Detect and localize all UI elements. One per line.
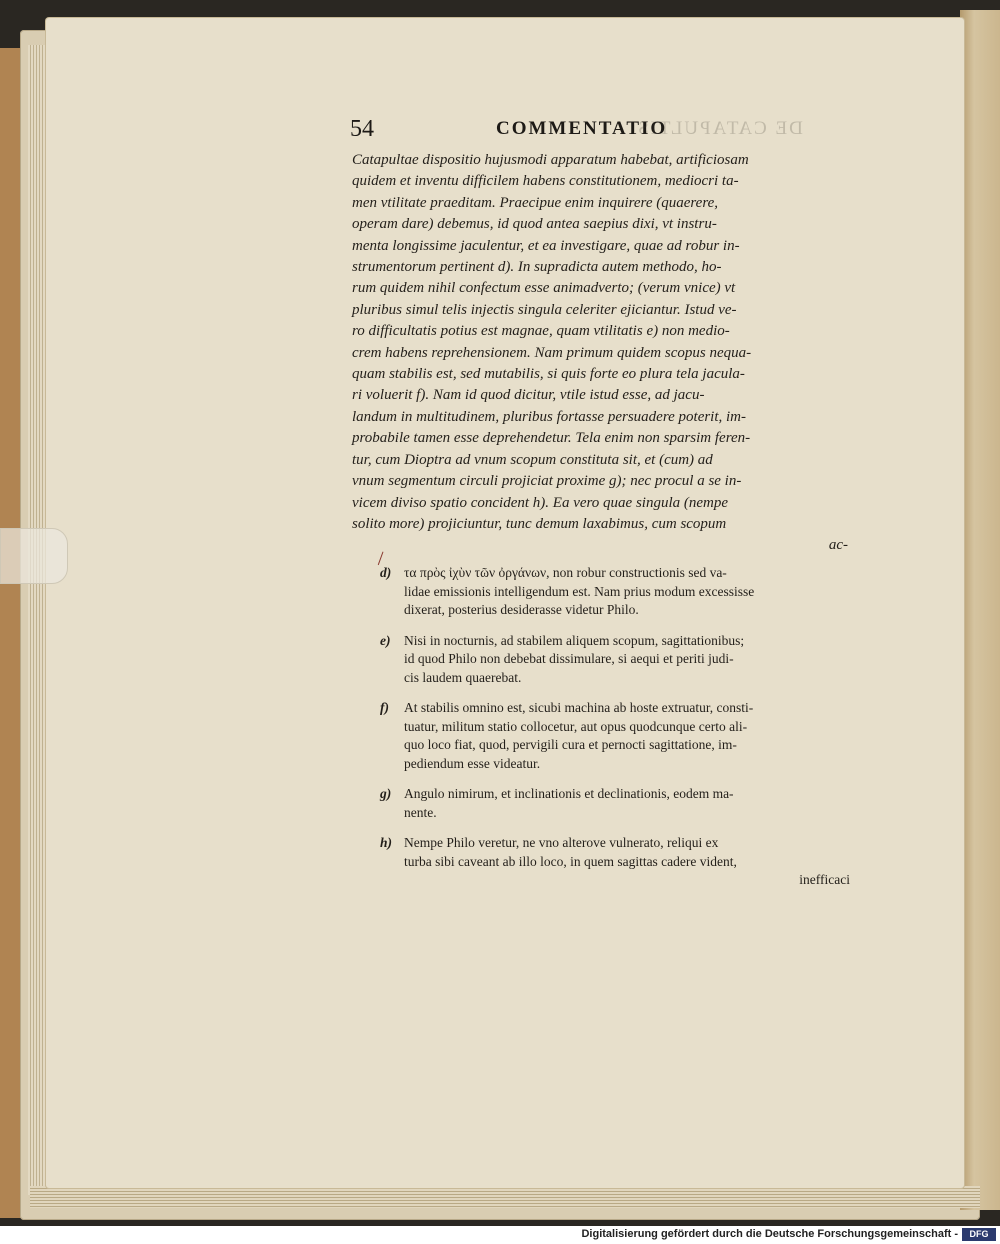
text-line: ri voluerit f). Nam id quod dicitur, vtile istud esse, ad jacu- bbox=[352, 387, 705, 404]
footnote-f bbox=[380, 699, 850, 773]
page-header bbox=[350, 114, 850, 148]
main-text bbox=[352, 150, 848, 557]
text-line: strumentorum pertinent d). In supradicta autem methodo, ho- bbox=[352, 259, 722, 276]
footnote-line: lidae emissionis intelligendum est. Nam prius modum excessisse bbox=[404, 583, 755, 599]
footnote-marker: h) bbox=[380, 835, 393, 850]
footnote-catchword: inefficaci bbox=[799, 872, 850, 887]
footnote-d bbox=[380, 564, 850, 620]
text-line: vnum segmentum circuli projiciat proxime g); nec procul a se in- bbox=[352, 473, 742, 490]
footnote-line: nente. bbox=[404, 804, 437, 820]
footnote-line: quo loco fiat, quod, pervigili cura et pernocti sagittatione, im- bbox=[404, 737, 737, 752]
text-line: landum in multitudinem, pluribus fortasse persuadere poterit, im- bbox=[352, 408, 747, 425]
text-line: operam dare) debemus, id quod antea saepius dixi, vt instru- bbox=[352, 216, 717, 233]
footnote-line: Nempe Philo veretur, ne vno alterove vulnerato, reliqui ex bbox=[404, 835, 719, 850]
text-line: solito more) projiciuntur, tunc demum laxabimus, cum scopum bbox=[352, 515, 727, 532]
footer-bar bbox=[0, 1226, 1000, 1244]
text-line: crem habens reprehensionem. Nam primum quidem scopus nequa- bbox=[352, 344, 752, 361]
footnote-line: cis laudem quaerebat. bbox=[404, 669, 522, 685]
text-line: rum quidem nihil confectum esse animadverto; (verum vnice) vt bbox=[352, 280, 736, 297]
page-number: 54 bbox=[350, 116, 374, 142]
text-line: pluribus simul telis injectis singula celeriter ejiciantur. Istud ve- bbox=[352, 301, 737, 318]
text-line: quam stabilis est, sed mutabilis, si quis forte eo plura tela jacula- bbox=[352, 366, 745, 383]
text-line: probabile tamen esse deprehendetur. Tela enim non sparsim feren- bbox=[352, 430, 751, 447]
footnote-marker: f) bbox=[380, 700, 389, 715]
dfg-logo-icon: DFG bbox=[962, 1228, 996, 1241]
catchword: ac- bbox=[828, 537, 848, 554]
bookmark-tab bbox=[0, 528, 68, 584]
text-line: quidem et inventu difficilem habens constitutionem, mediocri ta- bbox=[352, 173, 739, 190]
text-line: tur, cum Dioptra ad vnum scopum constituta sit, et (cum) ad bbox=[352, 451, 713, 468]
bottom-page-edges bbox=[30, 1186, 980, 1208]
running-head: COMMENTATIO bbox=[496, 118, 668, 139]
text-line: men vtilitate praeditam. Praecipue enim inquirere (quaerere, bbox=[352, 194, 719, 211]
footnote-line: Angulo nimirum, et inclinationis et declinationis, eodem ma- bbox=[404, 786, 734, 801]
footnote-line: dixerat, posterius desiderasse videtur Philo. bbox=[404, 602, 639, 617]
footnote-line: Nisi in nocturnis, ad stabilem aliquem scopum, sagittationibus; bbox=[404, 632, 745, 648]
footnote-marker: g) bbox=[380, 786, 392, 801]
text-line: vicem diviso spatio concident h). Ea vero quae singula (nempe bbox=[352, 494, 729, 511]
facing-page-edge bbox=[960, 10, 1000, 1210]
footnote-line: turba sibi caveant ab illo loco, in quem sagittas cadere vident, bbox=[404, 853, 737, 869]
footnote-e bbox=[380, 632, 850, 688]
footnote-line: tuatur, militum statio collocetur, aut opus quodcunque certo ali- bbox=[404, 718, 748, 734]
bleed-through-text: DE CATAPULTIS bbox=[636, 118, 803, 139]
footnote-line: At stabilis omnino est, sicubi machina ab hoste extruatur, consti- bbox=[404, 700, 754, 715]
footnote-line: τα πρὸς ἰχὺν τῶν ὀργάνων, non robur constructionis sed va- bbox=[404, 565, 727, 580]
text-line: ro difficultatis potius est magnae, quam vtilitatis e) non medio- bbox=[352, 323, 730, 340]
footnote-h bbox=[380, 834, 850, 890]
footnote-g bbox=[380, 785, 850, 822]
funding-notice: Digitalisierung gefördert durch die Deutsche Forschungsgemeinschaft - bbox=[581, 1228, 958, 1240]
text-line: menta longissime jaculentur, et ea investigare, quae ad robur in- bbox=[352, 237, 740, 254]
page-edges bbox=[28, 45, 48, 1195]
footnotes bbox=[380, 564, 850, 902]
footnote-marker: e) bbox=[380, 632, 391, 648]
footnote-line: id quod Philo non debebat dissimulare, si aequi et periti judi- bbox=[404, 651, 734, 666]
footnote-marker: d) bbox=[380, 565, 392, 580]
footnote-line: pediendum esse videatur. bbox=[404, 755, 541, 771]
text-line: Catapultae dispositio hujusmodi apparatum habebat, artificiosam bbox=[352, 152, 749, 168]
